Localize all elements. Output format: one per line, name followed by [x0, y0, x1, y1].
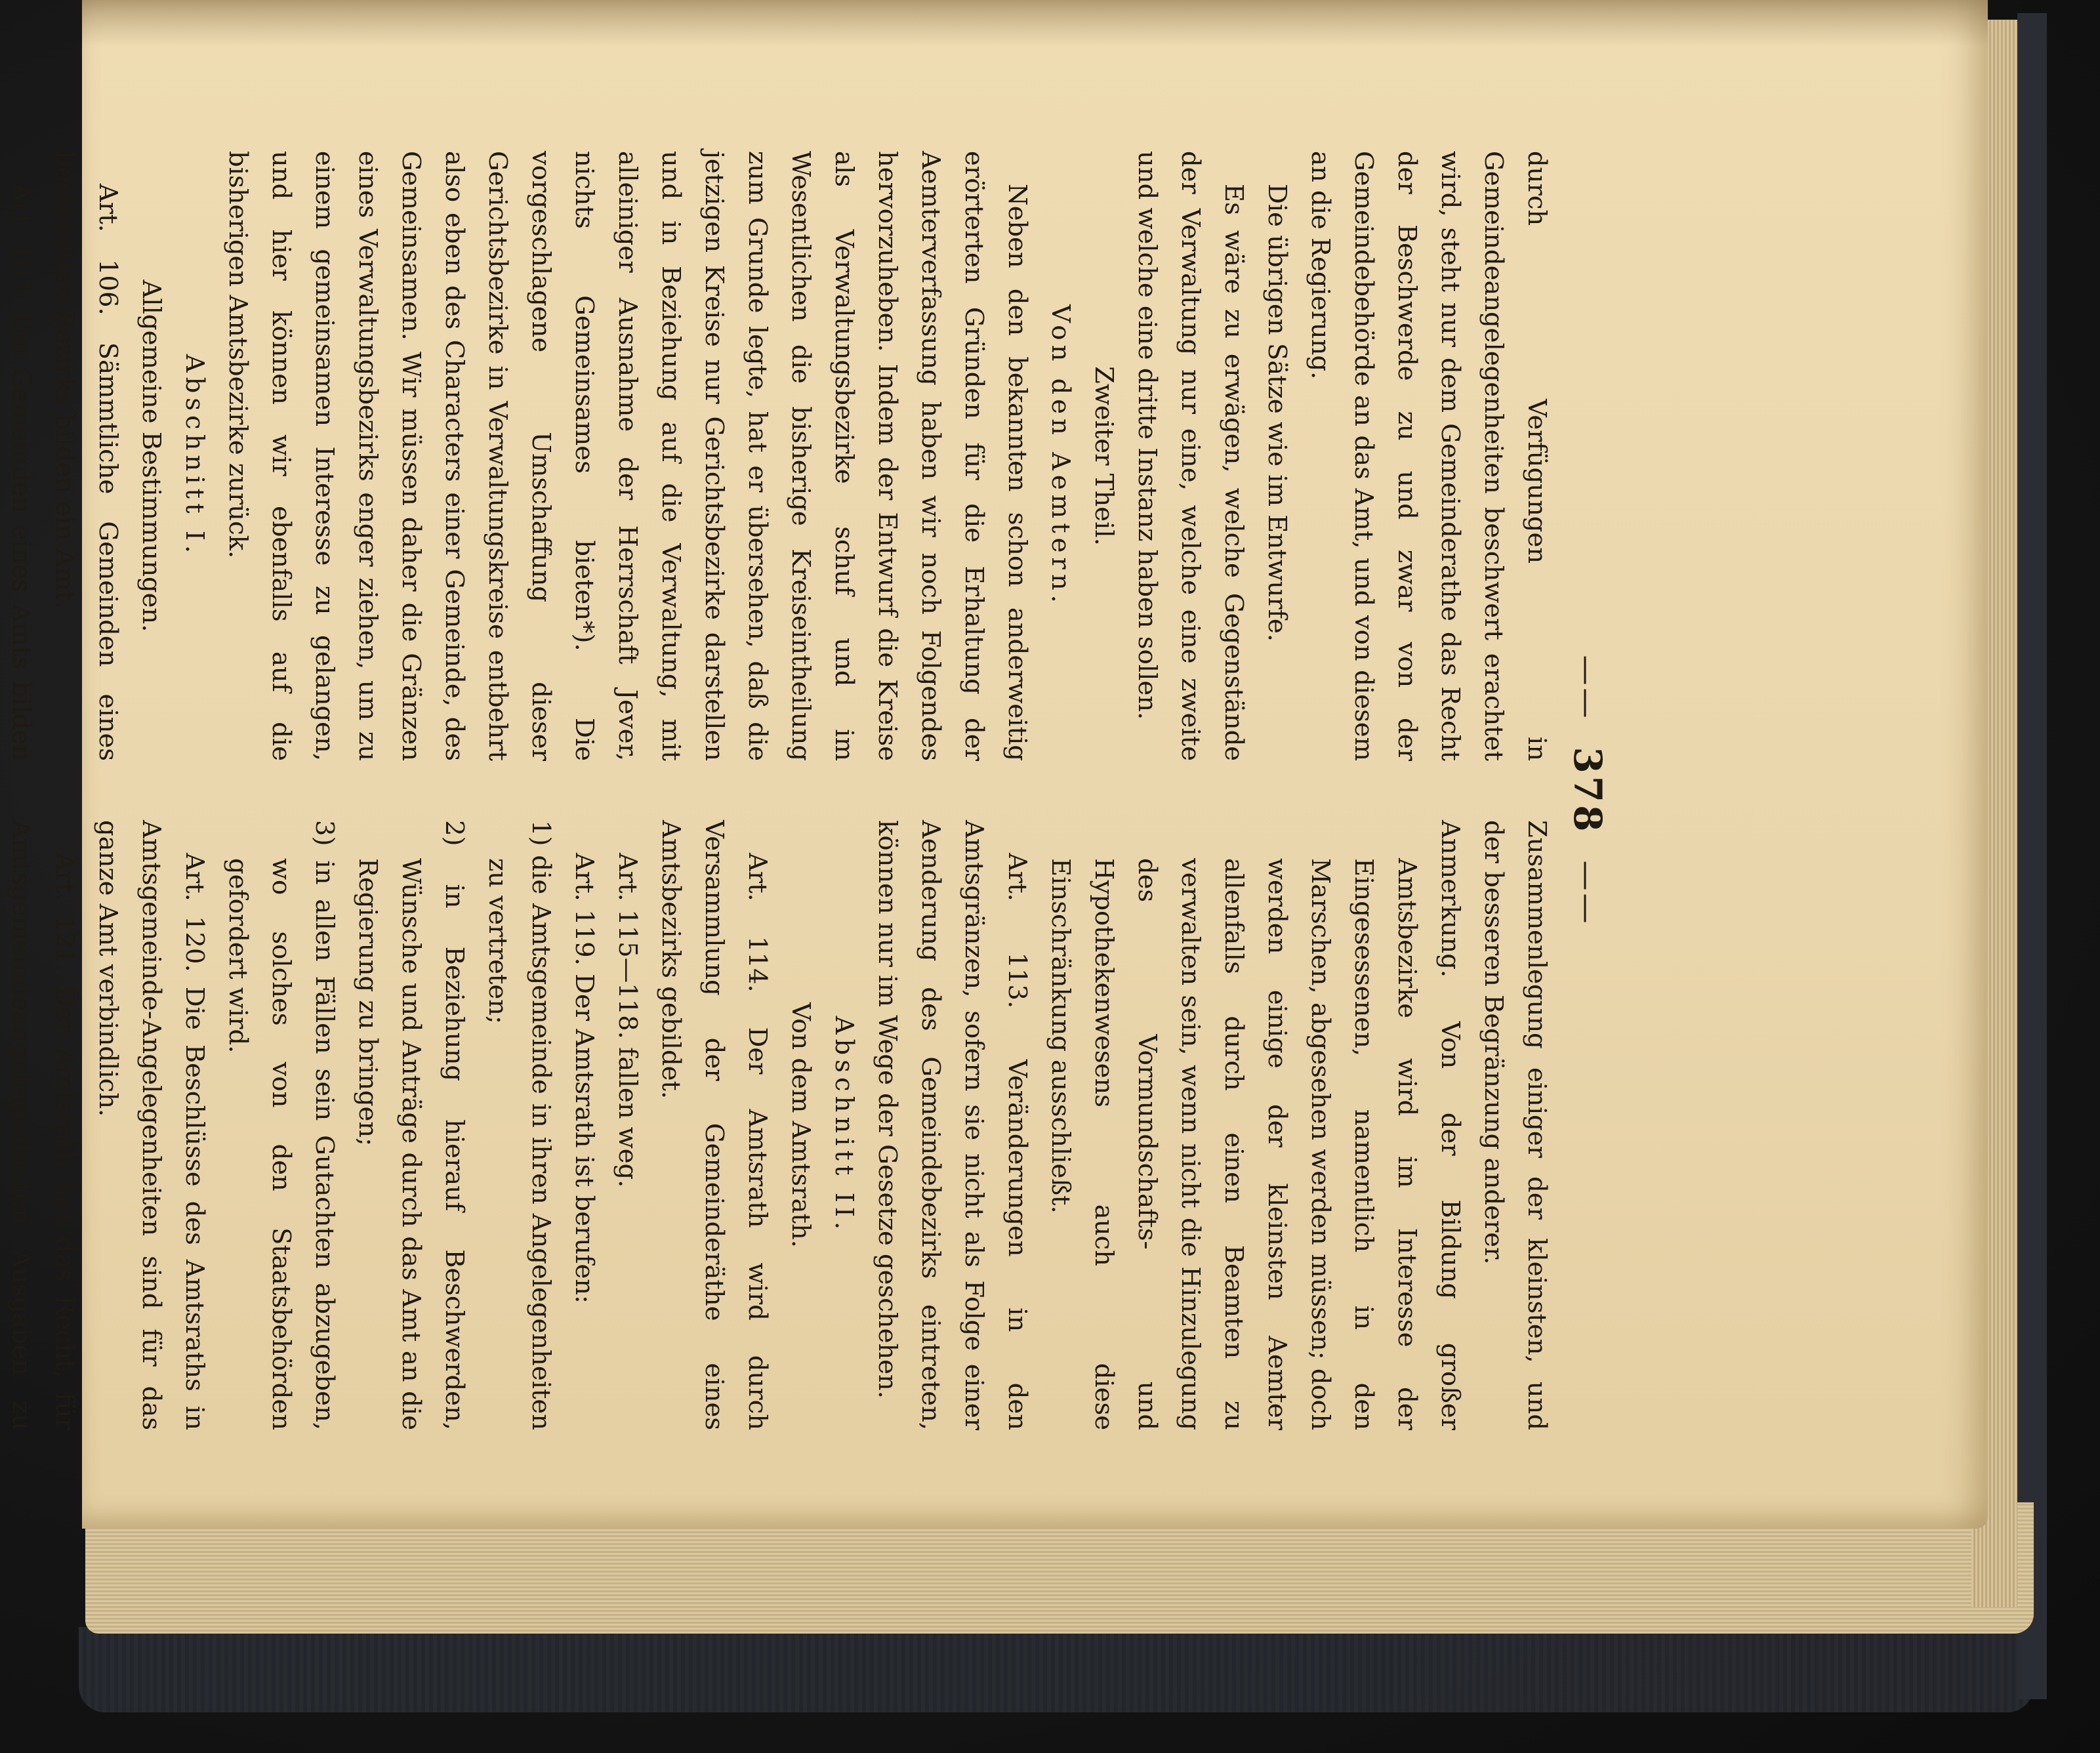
annotation: Anmerkung. Von der Bildung großer Amtsbezirke wird im Interesse der Eingesessenen, namentlich in den Marschen, abgesehen werden müssen; doch werden einige der kleinsten Aemter allenfalls durch einen Beamten zu verwalten sein, wenn nicht die Hinzulegung des Vormundschafts- und Hypothekenwesens auch diese Einschränkung ausschließt.: [1046, 820, 1465, 1430]
right-column: [7, 820, 1558, 1430]
paragraph: Neben den bekannten schon anderweitig erörterten Gründen für die Erhaltung der Aemterverfassung haben wir noch Folgendes hervorzuheben. Indem der Entwurf die Kreise als Verwaltungsbezirke schuf und im Wesentlichen die bisherige Kreiseintheilung zum Grunde legte, hat er übersehen, daß die jetzigen Kreise nur Gerichtsbezirke darstellen und in Beziehung auf die Verwaltung, mit alleiniger Ausnahme der Herrschaft Jever, nichts Gemeinsames bieten*). Die vorgeschlagene Umschaffung dieser Gerichtsbezirke in Verwaltungskreise entbehrt also eben des Characters einer Gemeinde, des Gemeinsamen. Wir müssen daher die Gränzen eines Verwaltungsbezirks enger ziehen, um zu einem gemeinsamen Interesse zu gelangen, und hier können wir ebenfalls auf die bisherigen Amtsbezirke zurück.: [223, 151, 1032, 761]
header-dash-left: ——: [1570, 655, 1605, 721]
section-subheading: Allgemeine Bestimmungen.: [136, 279, 166, 632]
cover-binding: [79, 1627, 2034, 1712]
article: Art. 119. Der Amtsrath ist berufen:: [569, 853, 599, 1304]
paragraph: Die übrigen Sätze wie im Entwurfe.: [1262, 184, 1292, 642]
paragraph: Zusammenlegung einiger der kleinsten, und der besseren Begränzung anderer.: [1479, 820, 1552, 1430]
section-heading: Abschnitt II.: [829, 1016, 859, 1235]
paragraph: durch Verfügungen in Gemeindeangelegenheiten beschwert erachtet wird, steht nur dem Gemeinderathe das Recht der Beschwerde zu und zwar von der Gemeindebehörde an das Amt, und von diesem an die Regierung.: [1306, 151, 1552, 761]
cover-edge: [2017, 13, 2047, 1699]
article: Art. 120. Die Beschlüsse des Amtsraths in Amtsgemeinde-Angelegenheiten sind für das ganze Amt verbindlich.: [93, 820, 209, 1430]
list-item: 1) die Amtsgemeinde in ihren Angelegenheiten zu vertreten;: [483, 820, 556, 1430]
article: Art. 114. Der Amtsrath wird durch Versammlung der Gemeinderäthe eines Amtsbezirks gebildet.: [656, 820, 772, 1430]
header-dash-right: ——: [1570, 860, 1605, 926]
article: Art. 107. Die Gemeinden eines Amts bilden: [7, 184, 36, 761]
list-item: 2) in Beziehung hierauf Beschwerden, Wünsche und Anträge durch das Amt an die Regierung zu bringen;: [353, 820, 469, 1430]
article: Art. 106. Sämmtliche Gemeinden eines bestimmten Bezirks bilden ein Amt.: [50, 151, 123, 761]
paragraph: Es wäre zu erwägen, welche Gegenstände der Verwaltung nur eine, welche eine zweite und welche eine dritte Instanz haben sollen.: [1132, 151, 1248, 761]
section-heading: Zweiter Theil.: [1089, 366, 1119, 546]
list-item: 3) in allen Fällen sein Gutachten abzugeben, wo solches von den Staatsbehörden gefordert wird.: [223, 820, 339, 1430]
page-header: [1558, 151, 1617, 1430]
text-columns: [7, 151, 1558, 1430]
rotated-text-block: [7, 151, 1617, 1430]
article: Art. 113. Veränderungen in den Amtsgränzen, sofern sie nicht als Folge einer Aenderung des Gemeindebezirks eintreten, können nur im Wege der Gesetze geschehen.: [873, 820, 1032, 1430]
page-number: 378: [1565, 747, 1610, 835]
section-heading: Abschnitt I.: [180, 354, 209, 558]
left-column: [7, 151, 1558, 761]
article: Art. 121. Der Amtsrath hat das Recht, für Amtsgemeindeangelegenheiten Ausgaben zu: [7, 820, 79, 1430]
section-subheading: Von den Aemtern.: [1046, 304, 1075, 608]
article: Art. 115—118. fallen weg.: [613, 853, 642, 1188]
page-gutter-shadow: [82, 0, 1988, 46]
section-subheading: Von dem Amtsrath.: [786, 1002, 815, 1248]
